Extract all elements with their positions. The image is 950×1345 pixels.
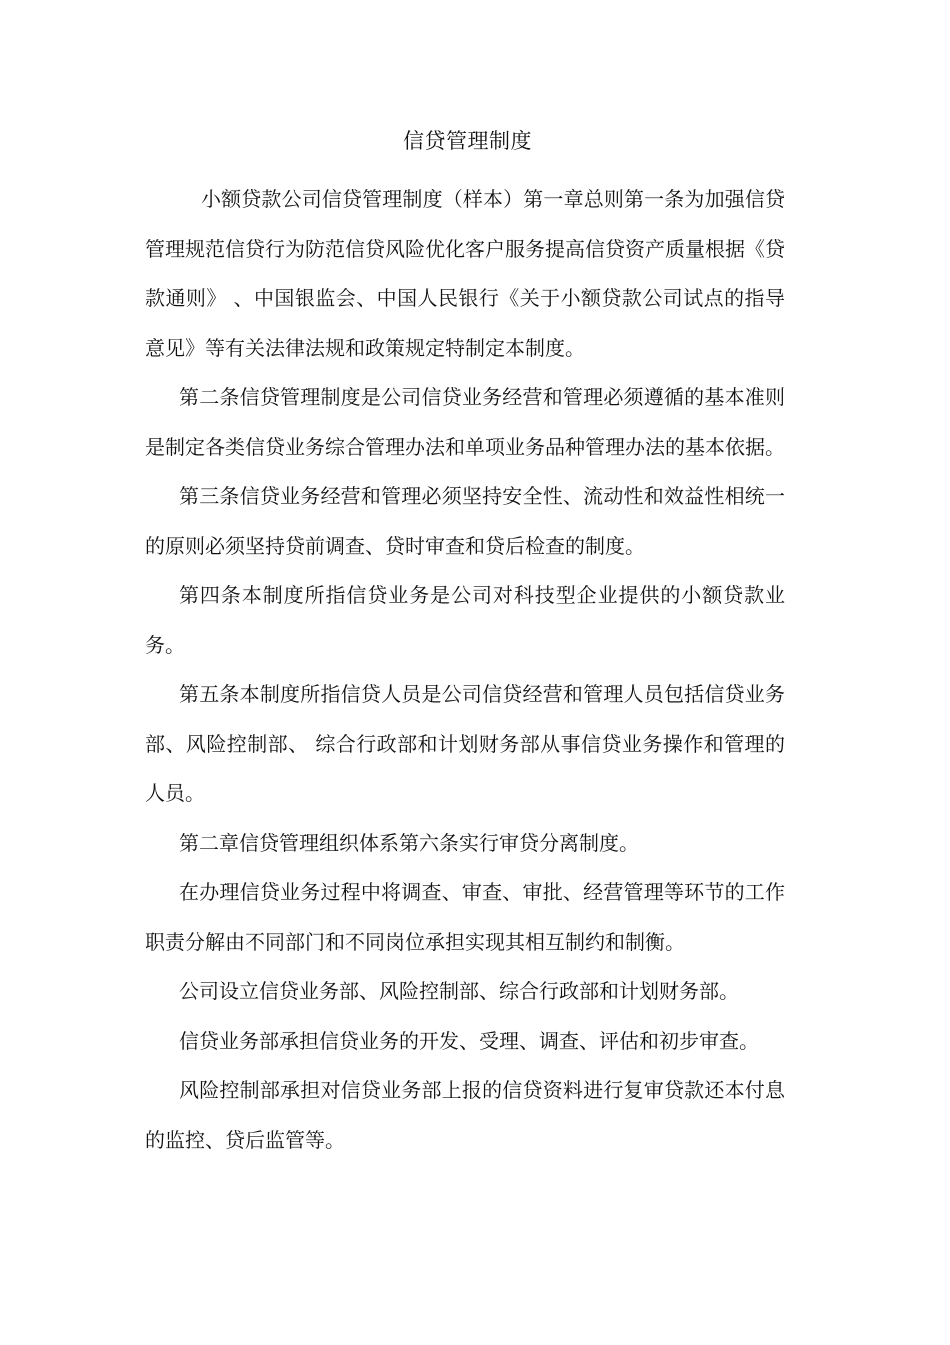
paragraph-article-5: 第五条本制度所指信贷人员是公司信贷经营和管理人员包括信贷业务部、风险控制部、 综合行政部和计划财务部从事信贷业务操作和管理的人员。	[145, 682, 785, 805]
paragraph-credit-business-dept: 信贷业务部承担信贷业务的开发、受理、调查、评估和初步审查。	[179, 1028, 759, 1053]
paragraph-article-2: 第二条信贷管理制度是公司信贷业务经营和管理必须遵循的基本准则是制定各类信贷业务综合管理办法和单项业务品种管理办法的基本依据。	[145, 385, 785, 459]
paragraph-article-3: 第三条信贷业务经营和管理必须坚持安全性、流动性和效益性相统一的原则必须坚持贷前调查、贷时审查和贷后检查的制度。	[145, 484, 785, 558]
paragraph-risk-control-dept: 风险控制部承担对信贷业务部上报的信贷资料进行复审贷款还本付息的监控、贷后监管等。	[145, 1078, 785, 1152]
paragraph-chapter-1-article-1: 小额贷款公司信贷管理制度（样本）第一章总则第一条为加强信贷管理规范信贷行为防范信贷风险优化客户服务提高信贷资产质量根据《贷款通则》 、中国银监会、中国人民银行《关于小额贷款公司试点的指导意见》等有关法律法规和政策规定特制定本制度。	[145, 187, 785, 360]
paragraph-chapter-2-article-6: 第二章信贷管理组织体系第六条实行审贷分离制度。	[179, 830, 639, 855]
document-body	[145, 175, 785, 1165]
paragraph-article-4: 第四条本制度所指信贷业务是公司对科技型企业提供的小额贷款业务。	[145, 583, 785, 657]
paragraph-departments: 公司设立信贷业务部、风险控制部、综合行政部和计划财务部。	[179, 979, 739, 1003]
paragraph-separation-of-duties: 在办理信贷业务过程中将调查、审查、审批、经营管理等环节的工作职责分解由不同部门和不同岗位承担实现其相互制约和制衡。	[145, 880, 785, 954]
document-title: 信贷管理制度	[403, 129, 532, 153]
